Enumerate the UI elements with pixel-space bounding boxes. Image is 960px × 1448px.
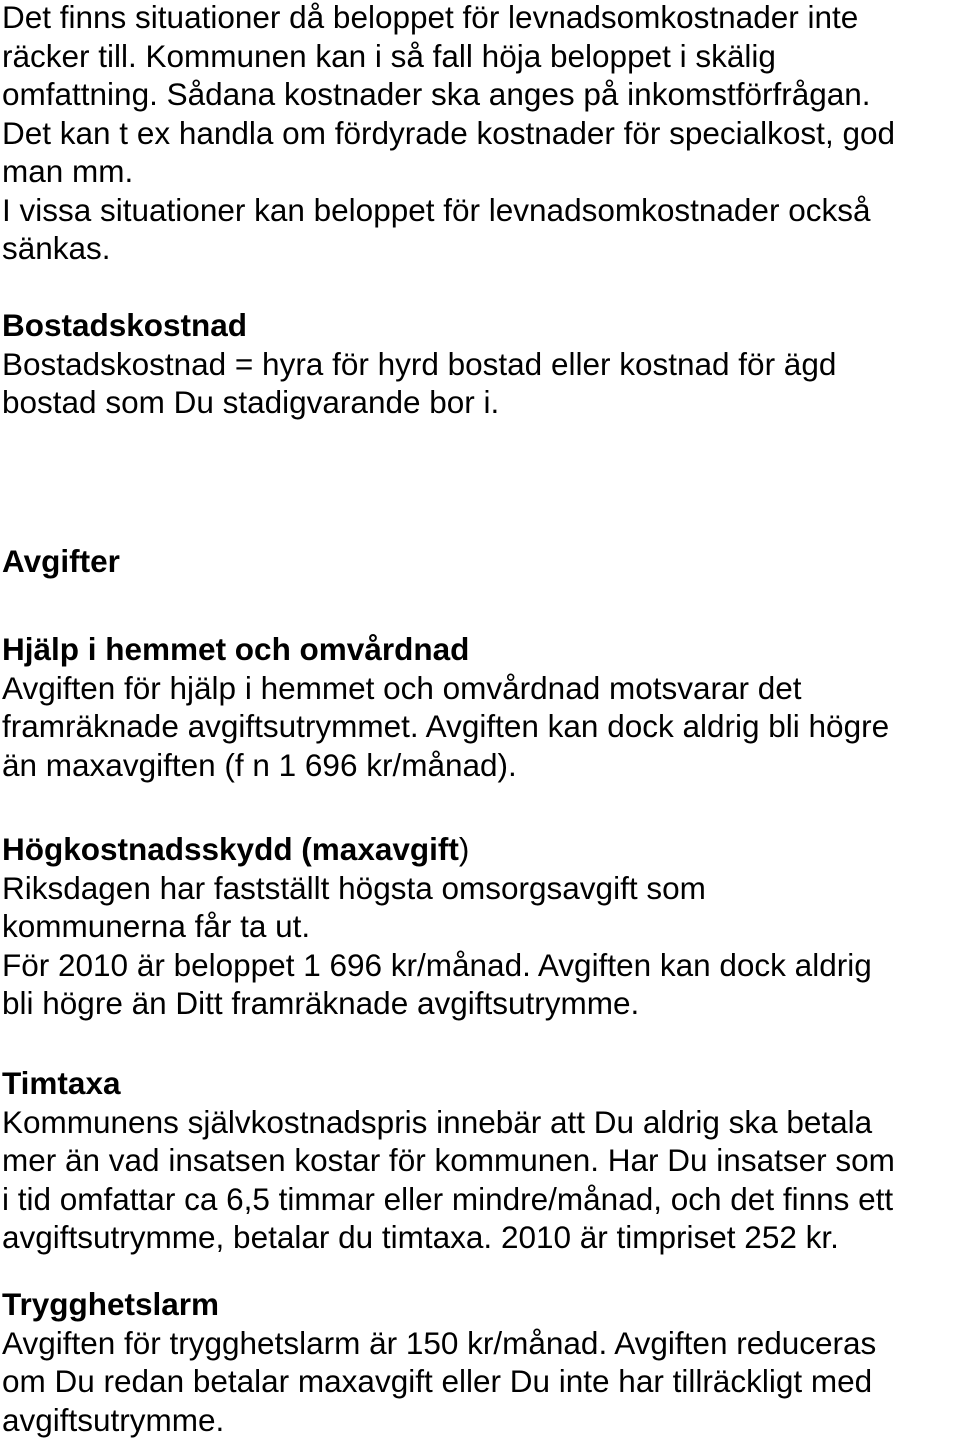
bostadskostnad-line: Bostadskostnad = hyra för hyrd bostad eller kostnad för ägd — [2, 345, 837, 382]
intro-paragraph — [2, 0, 957, 268]
hogkostnad-section — [2, 830, 957, 1023]
hjalp-line: än maxavgiften (f n 1 696 kr/månad). — [2, 746, 517, 783]
hogkostnad-heading — [2, 830, 957, 869]
intro-line: man mm. — [2, 153, 134, 189]
trygghetslarm-line: om Du redan betalar maxavgift eller Du inte har tillräckligt med — [2, 1363, 873, 1399]
intro-line: Det finns situationer då beloppet för levnadsomkostnader inte — [2, 0, 859, 35]
avgifter-section — [2, 542, 957, 581]
intro-line: I vissa situationer kan beloppet för levnadsomkostnader också — [2, 191, 871, 228]
intro-line: räcker till. Kommunen kan i så fall höja beloppet i skälig — [2, 37, 776, 74]
timtaxa-heading: Timtaxa — [2, 1065, 121, 1101]
timtaxa-line: i tid omfattar ca 6,5 timmar eller mindre/månad, och det finns ett — [2, 1180, 894, 1217]
avgifter-heading: Avgifter — [2, 543, 120, 579]
intro-line: Det kan t ex handla om fördyrade kostnader för specialkost, god — [2, 114, 895, 151]
trygghetslarm-line: avgiftsutrymme. — [2, 1401, 225, 1438]
hjalp-line: framräknade avgiftsutrymmet. Avgiften kan dock aldrig bli högre — [2, 708, 890, 744]
timtaxa-line: mer än vad insatsen kostar för kommunen. Har Du insatser som — [2, 1142, 895, 1178]
hjalp-line: Avgiften för hjälp i hemmet och omvårdnad motsvarar det — [2, 669, 802, 706]
bostadskostnad-heading: Bostadskostnad — [2, 307, 248, 343]
intro-line: sänkas. — [2, 230, 111, 266]
timtaxa-line: Kommunens självkostnadspris innebär att Du aldrig ska betala — [2, 1103, 873, 1140]
trygghetslarm-heading: Trygghetslarm — [2, 1286, 220, 1322]
bostadskostnad-section — [2, 306, 957, 422]
trygghetslarm-section — [2, 1285, 957, 1439]
hogkostnad-line: bli högre än Ditt framräknade avgiftsutrymme. — [2, 985, 640, 1021]
trygghetslarm-line: Avgiften för trygghetslarm är 150 kr/månad. Avgiften reduceras — [2, 1324, 877, 1361]
timtaxa-line: avgiftsutrymme, betalar du timtaxa. 2010 är timpriset 252 kr. — [2, 1219, 839, 1255]
hogkostnad-heading-tail: ) — [458, 831, 470, 867]
hogkostnad-line: Riksdagen har fastställt högsta omsorgsavgift som — [2, 869, 706, 906]
hjalp-section — [2, 630, 957, 784]
bostadskostnad-line: bostad som Du stadigvarande bor i. — [2, 384, 500, 420]
hogkostnad-line: kommunerna får ta ut. — [2, 908, 311, 944]
intro-line: omfattning. Sådana kostnader ska anges på inkomstförfrågan. — [2, 76, 871, 112]
timtaxa-section — [2, 1064, 957, 1257]
hogkostnad-heading-bold: Högkostnadsskydd (maxavgift — [2, 831, 459, 867]
hjalp-heading: Hjälp i hemmet och omvårdnad — [2, 631, 470, 667]
hogkostnad-line: För 2010 är beloppet 1 696 kr/månad. Avgiften kan dock aldrig — [2, 946, 872, 983]
